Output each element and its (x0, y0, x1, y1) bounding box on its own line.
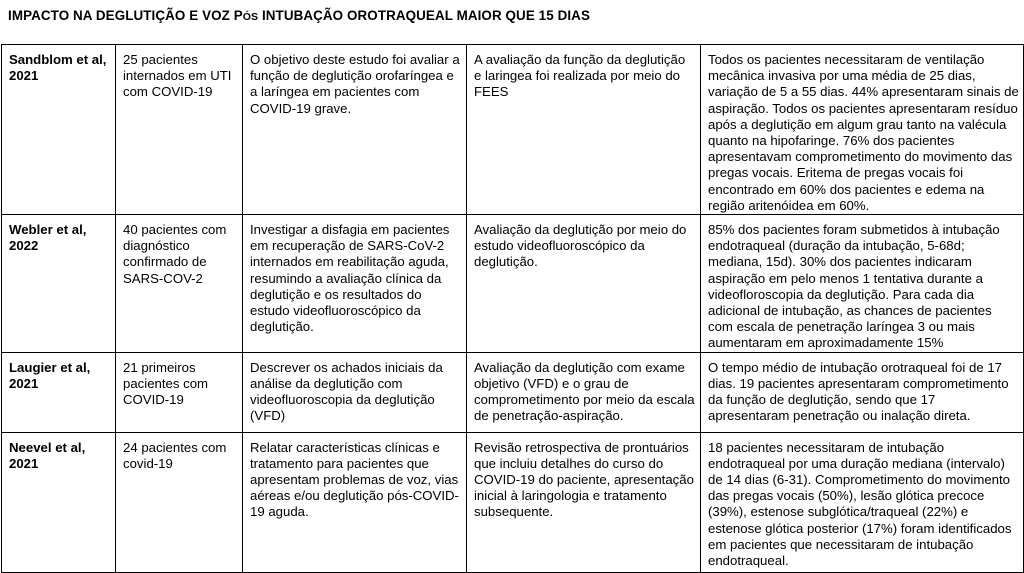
sample-cell: 21 primeiros pacientes com COVID-19 (116, 352, 243, 432)
method-cell: Revisão retrospectiva de prontuários que incluiu detalhes do curso do COVID-19 do paciente, apresentação inicial à laringologia e tratamento subsequente. (467, 432, 701, 572)
sample-cell: 25 pacientes internados em UTI com COVID-19 (116, 45, 243, 215)
author-cell: Neevel et al, 2021 (2, 432, 116, 572)
sample-cell: 24 pacientes com covid-19 (116, 432, 243, 572)
objective-cell: Descrever os achados iniciais da análise da deglutição com videofluoroscopia da deglutição (VFD) (243, 352, 467, 432)
table-row (2, 45, 1024, 215)
method-cell: A avaliação da função da deglutição e laringea foi realizada por meio do FEES (467, 45, 701, 215)
table-row (2, 352, 1024, 432)
results-cell: 85% dos pacientes foram submetidos à intubação endotraqueal (duração da intubação, 5-68d; mediana, 15d). 30% dos pacientes indicaram aspiração em pelo menos 1 tentativa durante a videofloroscopia da deglutição. Para cada dia adicional de intubação, as chances de pacientes com escala de penetração laríngea 3 ou mais aumentaram em aproximadamente 15% (701, 215, 1024, 353)
objective-cell: O objetivo deste estudo foi avaliar a função de deglutição orofaríngea e a laríngea em pacientes com COVID-19 grave. (243, 45, 467, 215)
table-row (2, 432, 1024, 572)
method-cell: Avaliação da deglutição por meio do estudo videofluoroscópico da deglutição. (467, 215, 701, 353)
author-cell: Webler et al, 2022 (2, 215, 116, 353)
table-row (2, 215, 1024, 353)
title-part-2: INTUBAÇÃO OROTRAQUEAL MAIOR QUE 15 DIAS (258, 8, 590, 23)
objective-cell: Relatar características clínicas e tratamento para pacientes que apresentam problemas de voz, vias aéreas e/ou deglutição pós-COVID-19 aguda. (243, 432, 467, 572)
method-cell: Avaliação da deglutição com exame objetivo (VFD) e o grau de comprometimento por meio da escala de penetração-aspiração. (467, 352, 701, 432)
sample-cell: 40 pacientes com diagnóstico confirmado de SARS-COV-2 (116, 215, 243, 353)
results-cell: 18 pacientes necessitaram de intubação endotraqueal por uma duração mediana (intervalo) de 14 dias (6-31). Comprometimento do movimento das pregas vocais (50%), lesão glótica precoce (39%), estenose subglótica/traqueal (22%) e estenose glótica posterior (17%) foram identificados em pacientes que necessitaram de intubação endotraqueal. (701, 432, 1024, 572)
title-part-small: ÓS (242, 11, 259, 23)
objective-cell: Investigar a disfagia em pacientes em recuperação de SARS-CoV-2 internados em reabilitação aguda, resumindo a avaliação clínica da deglutição e os resultados do estudo videofluoroscópico da deglutição. (243, 215, 467, 353)
studies-table (1, 44, 1024, 573)
author-cell: Laugier et al, 2021 (2, 352, 116, 432)
results-cell: O tempo médio de intubação orotraqueal foi de 17 dias. 19 pacientes apresentaram comprometimento da função de deglutição, sendo que 17 apresentaram penetração ou inalação direta. (701, 352, 1024, 432)
page-title (8, 8, 590, 23)
author-cell: Sandblom et al, 2021 (2, 45, 116, 215)
title-part-1: IMPACTO NA DEGLUTIÇÃO E VOZ P (8, 8, 243, 23)
results-cell: Todos os pacientes necessitaram de ventilação mecânica invasiva por uma média de 25 dias, variação de 5 a 55 dias. 44% apresentaram sinais de aspiração. Todos os pacientes apresentaram resíduo após a deglutição em algum grau tanto na valécula quanto na hipofaringe. 76% dos pacientes apresentavam comprometimento do movimento das pregas vocais. Eritema de pregas vocais foi encontrado em 60% dos pacientes e edema na região aritenóidea em 60%. (701, 45, 1024, 215)
